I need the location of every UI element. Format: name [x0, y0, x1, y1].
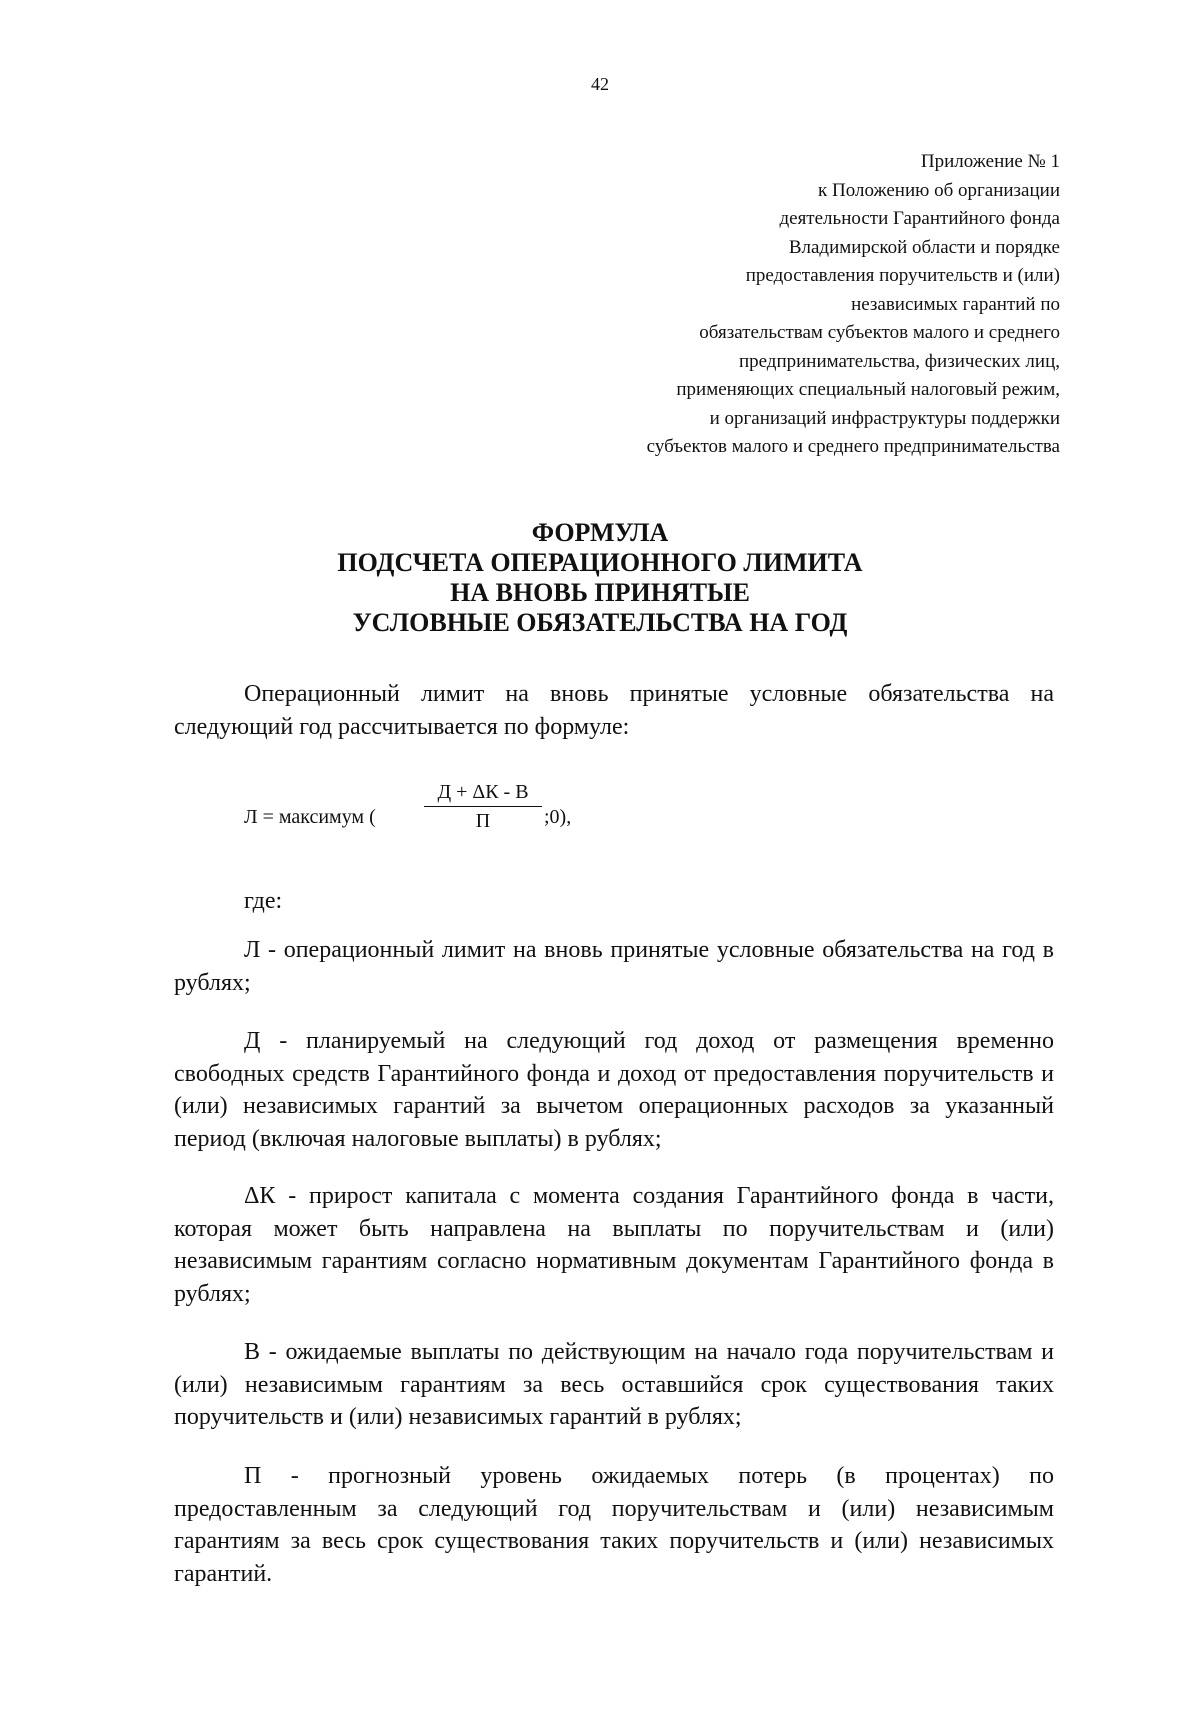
- appendix-line: применяющих специальный налоговый режим,: [676, 379, 1060, 400]
- appendix-line: обязательствам субъектов малого и среднего: [699, 322, 1060, 343]
- title-line: НА ВНОВЬ ПРИНЯТЫЕ: [450, 578, 750, 607]
- where-label: где:: [244, 888, 283, 914]
- definition-d: [174, 1025, 1054, 1155]
- formula-numerator: Д + ΔК - В: [437, 781, 529, 803]
- appendix-line: независимых гарантий по: [851, 293, 1060, 315]
- intro-paragraph: [174, 678, 1054, 743]
- page-number: 42: [591, 74, 609, 94]
- appendix-line: предоставления поручительств и (или): [745, 265, 1060, 286]
- title-line: УСЛОВНЫЕ ОБЯЗАТЕЛЬСТВА НА ГОД: [352, 608, 848, 637]
- fraction-bar: [424, 806, 542, 807]
- appendix-line: деятельности Гарантийного фонда: [779, 208, 1060, 229]
- formula-denominator: П: [475, 810, 491, 832]
- appendix-line: предпринимательства, физических лиц,: [738, 350, 1060, 372]
- appendix-line: и организаций инфраструктуры поддержки: [709, 407, 1060, 429]
- document-title: [0, 518, 1200, 638]
- definition-text: ΔК - прирост капитала с момента создания Гарантийного фонда в части, которая может быть направлена на выплаты по поручительствам и (или) независимым гарантиям согласно нормативным документам Гарантийного фонда в рублях;: [174, 1183, 1054, 1307]
- appendix-line: к Положению об организации: [818, 179, 1060, 201]
- formula-fraction: [424, 780, 542, 833]
- definition-text: В - ожидаемые выплаты по действующим на начало года поручительствам и (или) независимым гарантиям за весь оставшийся срок существования таких поручительств и (или) независимых гарантий в рублях;: [174, 1339, 1054, 1430]
- formula-rhs: ;0),: [544, 806, 572, 828]
- definition-text: Л - операционный лимит на вновь принятые условные обязательства на год в рублях;: [174, 937, 1054, 996]
- definition-l: [174, 934, 1054, 999]
- appendix-line: Владимирской области и порядке: [788, 236, 1060, 258]
- definition-text: П - прогнозный уровень ожидаемых потерь (в процентах) по предоставленным за следующий год поручительствам и (или) независимым гарантиям за весь срок существования таких поручительств и (или) независимых гарантий.: [174, 1463, 1054, 1587]
- appendix-line: субъектов малого и среднего предпринимательства: [646, 436, 1060, 457]
- definition-delta-k: [174, 1180, 1054, 1310]
- formula-lhs: Л = максимум (: [244, 806, 376, 828]
- appendix-line: Приложение № 1: [920, 151, 1060, 172]
- intro-text: Операционный лимит на вновь принятые условные обязательства на следующий год рассчитывается по формуле:: [174, 681, 1054, 740]
- definition-text: Д - планируемый на следующий год доход от размещения временно свободных средств Гарантийного фонда и доход от предоставления поручительств и (или) независимых гарантий за вычетом операционных расходов за указанный период (включая налоговые выплаты) в рублях;: [174, 1028, 1054, 1152]
- definition-v: [174, 1336, 1054, 1434]
- title-line: ФОРМУЛА: [531, 518, 669, 547]
- appendix-header: [420, 148, 1060, 462]
- definition-p: [174, 1460, 1054, 1590]
- title-line: ПОДСЧЕТА ОПЕРАЦИОННОГО ЛИМИТА: [337, 548, 863, 577]
